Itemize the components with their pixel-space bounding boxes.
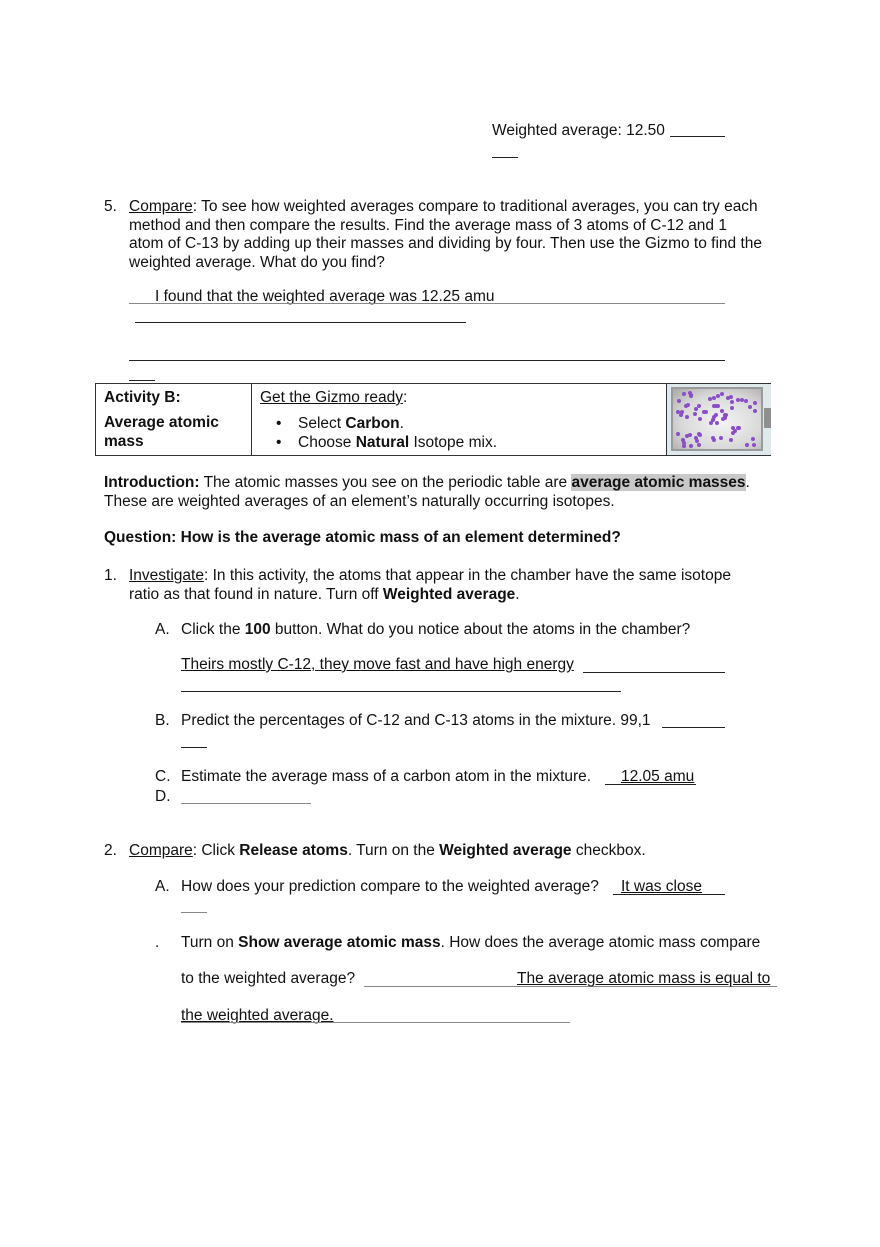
q2-number: 2. [104, 842, 117, 859]
atom-dot [689, 444, 693, 448]
q2a-answer[interactable]: It was close [621, 878, 702, 895]
q2a-answer-line[interactable] [613, 894, 725, 895]
atom-dot [730, 400, 734, 404]
q2b-letter: . [155, 934, 160, 951]
atom-dot [685, 434, 689, 438]
q2a-answer-line-2[interactable] [181, 912, 207, 913]
atom-dot [715, 421, 719, 425]
q2a-letter: A. [155, 878, 170, 895]
q1c-text: Estimate the average mass of a carbon atom in the mixture. [181, 768, 592, 785]
atom-dot [745, 443, 749, 447]
gizmo-steps [276, 415, 497, 452]
q1-keyword: Investigate [129, 567, 204, 584]
q1d-letter: D. [155, 788, 171, 805]
q1b-letter: B. [155, 712, 170, 729]
introduction-text-2: These are weighted averages of an element’s naturally occurring isotopes. [104, 492, 615, 510]
q2-keyword: Compare [129, 842, 193, 859]
atom-dot [702, 410, 706, 414]
gizmo-thumbnail-cell [666, 384, 771, 455]
activity-title: Activity B: [104, 389, 181, 406]
q1c-answer-line[interactable] [605, 784, 696, 785]
atom-dot [736, 426, 740, 430]
q1b-text: Predict the percentages of C-12 and C-13 atoms in the mixture. 99,1 [181, 712, 651, 729]
atom-dot [733, 429, 737, 433]
q1c-letter: C. [155, 768, 171, 785]
q5-answer-line-4[interactable] [129, 380, 155, 381]
q2b-answer-1[interactable]: The average atomic mass is equal to [517, 970, 771, 987]
atom-dot [680, 410, 684, 414]
weighted-average-blank-continuation[interactable] [492, 157, 518, 158]
atom-dot [676, 432, 680, 436]
q1-number: 1. [104, 567, 117, 584]
atom-dot [752, 443, 756, 447]
q5-answer[interactable]: I found that the weighted average was 12.25 amu [155, 288, 495, 305]
q1a-answer[interactable]: Theirs mostly C-12, they move fast and have high energy [181, 656, 574, 673]
q5-line-3: atom of C-13 by adding up their masses and dividing by four. Then use the Gizmo to find the [129, 235, 762, 252]
bullet-icon: • [276, 415, 282, 432]
atom-dot [753, 409, 757, 413]
atom-dot [712, 438, 716, 442]
atom-dot [685, 415, 689, 419]
q5-answer-line-3[interactable] [129, 360, 725, 361]
q2b-text-2: to the weighted average? [181, 970, 356, 987]
activity-b-table [95, 383, 771, 456]
atom-dot [694, 407, 698, 411]
atom-dot [708, 397, 712, 401]
q5-line-1: : To see how weighted averages compare to traditional averages, you can try each [192, 198, 758, 215]
atom-dot [751, 437, 755, 441]
gizmo-step-1: • Select Carbon. [276, 415, 404, 432]
atom-dot [726, 396, 730, 400]
q1b-answer-line[interactable] [662, 727, 725, 728]
atom-dot [753, 401, 757, 405]
introduction-text: The atomic masses you see on the periodic table are [199, 474, 572, 491]
atom-dot [682, 444, 686, 448]
atom-dot [723, 416, 727, 420]
activity-title-cell [96, 384, 252, 455]
atom-dot [694, 436, 698, 440]
introduction: Introduction: The atomic masses you see on the periodic table are average atomic masses. These are weighted averages of an element’s naturally occurring isotopes. [104, 474, 750, 510]
q5-text [129, 198, 762, 272]
q2a-text: How does your prediction compare to the weighted average? [181, 878, 599, 895]
q5-answer-line-2[interactable] [135, 322, 466, 323]
weighted-average-blank[interactable] [670, 136, 725, 137]
weighted-average-label: Weighted average: 12.50 [492, 122, 665, 139]
q1a-letter: A. [155, 621, 170, 638]
gizmo-ready-colon: : [403, 389, 408, 406]
atom-dot [697, 443, 701, 447]
gizmo-ready-heading [260, 389, 407, 407]
atom-dot [748, 405, 752, 409]
q1a-answer-line-2[interactable] [181, 691, 621, 692]
gizmo-chamber-image [671, 387, 763, 451]
q2b-text: Turn on Show average atomic mass. How does the average atomic mass compare [181, 934, 761, 951]
gizmo-step-2: • Choose Natural Isotope mix. [276, 433, 498, 451]
q2-text: Compare: Click Release atoms. Turn on the Weighted average checkbox. [129, 842, 646, 859]
q1a-text: Click the 100 button. What do you notice about the atoms in the chamber? [181, 621, 691, 638]
q2b-answer-line-2[interactable] [181, 1022, 570, 1023]
atom-dot [677, 399, 681, 403]
weighted-average-text [492, 122, 665, 140]
chamber-knob [764, 408, 771, 428]
activity-subtitle: Average atomic mass [104, 414, 219, 450]
q1b-answer-line-2[interactable] [181, 747, 207, 748]
atom-dot [744, 399, 748, 403]
atom-dot [714, 404, 718, 408]
highlighted-term: average atomic masses [571, 474, 746, 491]
q1d-answer-line[interactable] [181, 803, 311, 804]
atom-dot [720, 409, 724, 413]
atom-dot [719, 436, 723, 440]
atom-dot [729, 438, 733, 442]
q2b-answer-2[interactable]: the weighted average. [181, 1007, 334, 1024]
q5-line-4: weighted average. What do you find? [129, 253, 385, 271]
q1a-answer-line[interactable] [583, 672, 725, 673]
atom-dot [730, 406, 734, 410]
q5-answer-line[interactable] [129, 303, 725, 304]
main-question: Question: How is the average atomic mass of an element determined? [104, 529, 621, 546]
bullet-icon: • [276, 433, 282, 451]
q5-keyword: Compare [129, 198, 193, 215]
q1c-answer[interactable]: 12.05 amu [621, 768, 695, 785]
q1-text: Investigate: In this activity, the atoms that appear in the chamber have the same isotope ratio as that found in nature. Turn off Weighted average. [129, 567, 731, 603]
q5-line-2: method and then compare the results. Find the average mass of 3 atoms of C-12 and 1 [129, 216, 727, 234]
atom-dot [716, 394, 720, 398]
atom-dot [698, 417, 702, 421]
atom-dot [686, 403, 690, 407]
introduction-label: Introduction: [104, 474, 200, 491]
atom-dot [714, 413, 718, 417]
atom-dot [682, 392, 686, 396]
atom-dot [693, 412, 697, 416]
gizmo-ready-label: Get the Gizmo ready [260, 389, 404, 406]
atom-dot [720, 392, 724, 396]
q5-number: 5. [104, 198, 117, 215]
